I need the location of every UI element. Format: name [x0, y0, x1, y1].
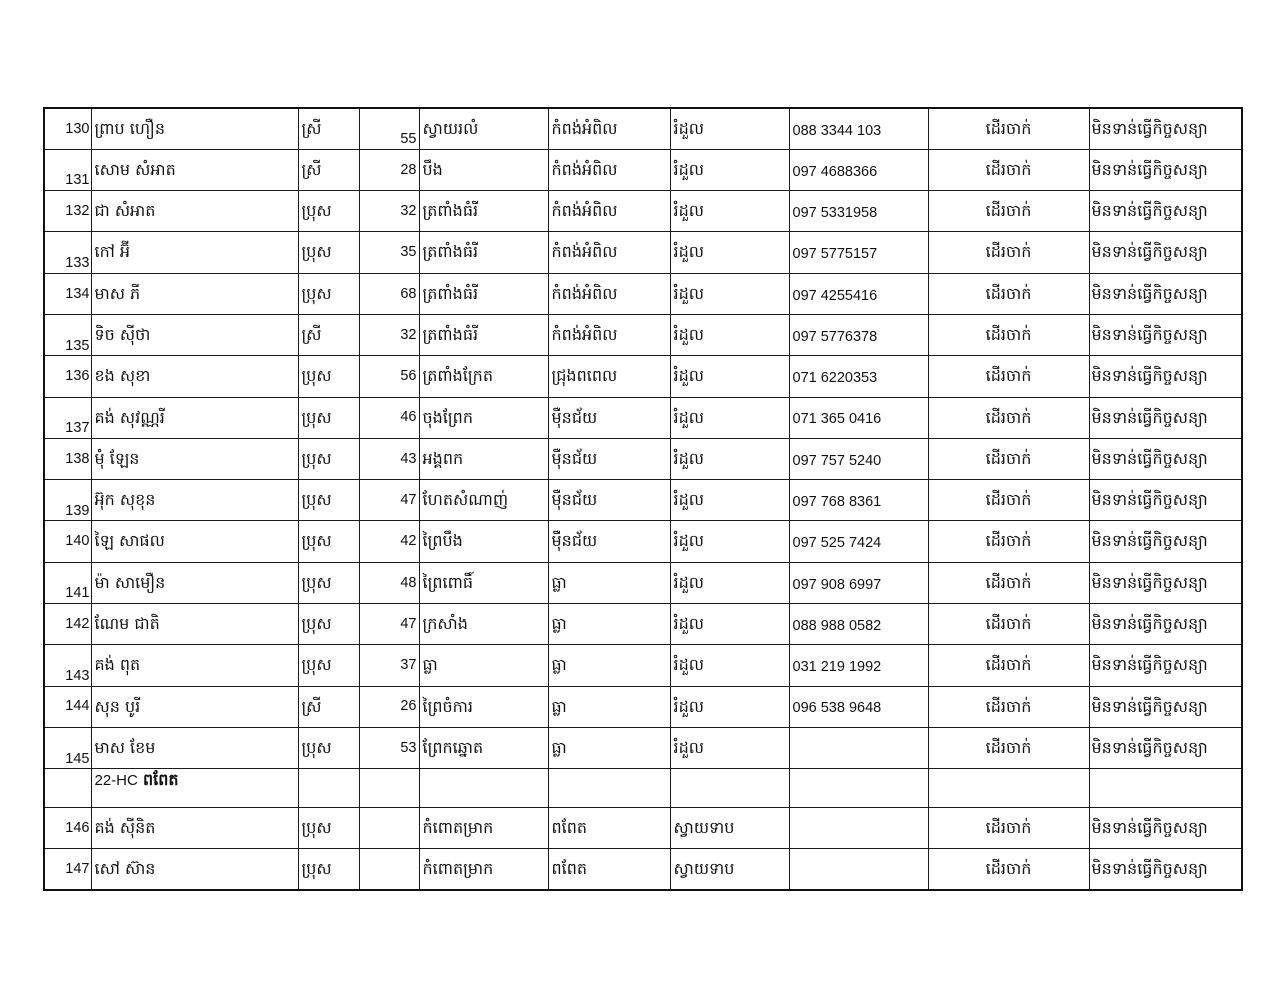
- cell-name: សោម សំអាត: [91, 149, 298, 190]
- cell-contract-status: [1089, 769, 1242, 808]
- cell-number: 133: [44, 232, 91, 273]
- cell-contract-status: មិនទាន់ធ្វើកិច្ចសន្យា: [1089, 604, 1242, 645]
- cell-name: ព្រាប ហឿន: [91, 108, 298, 149]
- cell-contract-status: មិនទាន់ធ្វើកិច្ចសន្យា: [1089, 314, 1242, 355]
- cell-age: 55: [359, 108, 419, 149]
- cell-status: ដើរចាក់: [928, 849, 1089, 890]
- cell-sex: ប្រុស: [298, 645, 359, 686]
- table-row: [44, 480, 1242, 521]
- cell-age: 42: [359, 521, 419, 562]
- cell-contract-status: មិនទាន់ធ្វើកិច្ចសន្យា: [1089, 438, 1242, 479]
- cell-age: 46: [359, 397, 419, 438]
- cell-sex: ប្រុស: [298, 232, 359, 273]
- cell-age: 48: [359, 562, 419, 603]
- cell-village: កំពោតម្រាក: [419, 849, 548, 890]
- cell-number: 132: [44, 191, 91, 232]
- cell-sex: ប្រុស: [298, 604, 359, 645]
- table-row: [44, 727, 1242, 768]
- cell-phone: 097 757 5240: [789, 438, 928, 479]
- cell-village: បឹង: [419, 149, 548, 190]
- cell-district: រំដួល: [670, 232, 789, 273]
- table-row: [44, 108, 1242, 149]
- cell-phone: 097 4255416: [789, 273, 928, 314]
- table-row: [44, 645, 1242, 686]
- cell-district: រំដួល: [670, 273, 789, 314]
- cell-commune: ម៉ឺនជ័យ: [548, 480, 670, 521]
- cell-status: ដើរចាក់: [928, 397, 1089, 438]
- cell-district: រំដួល: [670, 727, 789, 768]
- cell-status: ដើរចាក់: [928, 562, 1089, 603]
- cell-commune: ធ្លា: [548, 686, 670, 727]
- cell-age: 35: [359, 232, 419, 273]
- cell-commune: ធ្លា: [548, 727, 670, 768]
- cell-commune: ជ្រុងពពេល: [548, 356, 670, 397]
- cell-sex: ស្រី: [298, 314, 359, 355]
- table-row: [44, 604, 1242, 645]
- cell-age: 32: [359, 191, 419, 232]
- table-row: [44, 356, 1242, 397]
- cell-commune: ម៉ឺនជ័យ: [548, 397, 670, 438]
- cell-sex: ប្រុស: [298, 438, 359, 479]
- cell-village: កំពោតម្រាក: [419, 807, 548, 848]
- cell-number: 147: [44, 849, 91, 890]
- cell-status: ដើរចាក់: [928, 232, 1089, 273]
- cell-contract-status: មិនទាន់ធ្វើកិច្ចសន្យា: [1089, 273, 1242, 314]
- cell-phone: 097 768 8361: [789, 480, 928, 521]
- section-code: 22-HC: [94, 772, 138, 790]
- table-row: [44, 397, 1242, 438]
- cell-contract-status: មិនទាន់ធ្វើកិច្ចសន្យា: [1089, 645, 1242, 686]
- cell-number: 138: [44, 438, 91, 479]
- cell-status: ដើរចាក់: [928, 314, 1089, 355]
- cell-name: ទិច ស៊ីថា: [91, 314, 298, 355]
- cell-name: សុន បូរី: [91, 686, 298, 727]
- cell-name: [91, 769, 298, 808]
- cell-phone: 097 5775157: [789, 232, 928, 273]
- table-row: [44, 849, 1242, 890]
- cell-district: ស្វាយទាប: [670, 849, 789, 890]
- cell-village: ត្រពាំងធំរី: [419, 273, 548, 314]
- cell-district: រំដួល: [670, 480, 789, 521]
- cell-village: ធ្លា: [419, 645, 548, 686]
- cell-sex: ប្រុស: [298, 521, 359, 562]
- cell-number: 137: [44, 397, 91, 438]
- cell-village: ចុងព្រែក: [419, 397, 548, 438]
- cell-sex: ប្រុស: [298, 191, 359, 232]
- table-row: [44, 562, 1242, 603]
- cell-age: [359, 849, 419, 890]
- cell-number: 135: [44, 314, 91, 355]
- cell-village: ត្រពាំងធំរី: [419, 191, 548, 232]
- cell-commune: ពពែត: [548, 849, 670, 890]
- section-header-row: [44, 769, 1242, 808]
- cell-age: 53: [359, 727, 419, 768]
- table-row: [44, 273, 1242, 314]
- cell-number: 142: [44, 604, 91, 645]
- cell-number: 145: [44, 727, 91, 768]
- cell-number: 130: [44, 108, 91, 149]
- cell-status: ដើរចាក់: [928, 480, 1089, 521]
- cell-sex: ស្រី: [298, 686, 359, 727]
- cell-district: រំដួល: [670, 645, 789, 686]
- cell-contract-status: មិនទាន់ធ្វើកិច្ចសន្យា: [1089, 232, 1242, 273]
- cell-commune: កំពង់អំពិល: [548, 314, 670, 355]
- cell-phone: [789, 727, 928, 768]
- table-row: [44, 191, 1242, 232]
- cell-number: 144: [44, 686, 91, 727]
- cell-name: សៅ ស៊ាន: [91, 849, 298, 890]
- table-row: [44, 521, 1242, 562]
- cell-phone: 031 219 1992: [789, 645, 928, 686]
- cell-phone: [789, 807, 928, 848]
- cell-contract-status: មិនទាន់ធ្វើកិច្ចសន្យា: [1089, 686, 1242, 727]
- cell-contract-status: មិនទាន់ធ្វើកិច្ចសន្យា: [1089, 149, 1242, 190]
- cell-phone: 097 525 7424: [789, 521, 928, 562]
- cell-sex: ប្រុស: [298, 562, 359, 603]
- cell-age: 47: [359, 480, 419, 521]
- cell-village: ព្រៃចំការ: [419, 686, 548, 727]
- cell-contract-status: មិនទាន់ធ្វើកិច្ចសន្យា: [1089, 521, 1242, 562]
- cell-phone: 071 6220353: [789, 356, 928, 397]
- cell-phone: 097 908 6997: [789, 562, 928, 603]
- cell-number: 134: [44, 273, 91, 314]
- cell-commune: ពពែត: [548, 807, 670, 848]
- cell-village: ព្រៃពោធិ៍: [419, 562, 548, 603]
- cell-age: 56: [359, 356, 419, 397]
- cell-district: រំដួល: [670, 149, 789, 190]
- cell-age: [359, 769, 419, 808]
- cell-status: ដើរចាក់: [928, 807, 1089, 848]
- cell-contract-status: មិនទាន់ធ្វើកិច្ចសន្យា: [1089, 108, 1242, 149]
- cell-age: 26: [359, 686, 419, 727]
- cell-contract-status: មិនទាន់ធ្វើកិច្ចសន្យា: [1089, 191, 1242, 232]
- cell-name: ណែម ជាតិ: [91, 604, 298, 645]
- cell-phone: 096 538 9648: [789, 686, 928, 727]
- cell-status: ដើរចាក់: [928, 108, 1089, 149]
- cell-status: ដើរចាក់: [928, 645, 1089, 686]
- cell-number: 143: [44, 645, 91, 686]
- cell-village: ក្រសាំង: [419, 604, 548, 645]
- cell-age: 43: [359, 438, 419, 479]
- cell-status: ដើរចាក់: [928, 686, 1089, 727]
- cell-status: ដើរចាក់: [928, 438, 1089, 479]
- cell-number: 146: [44, 807, 91, 848]
- cell-district: [670, 769, 789, 808]
- cell-phone: [789, 769, 928, 808]
- cell-age: [359, 807, 419, 848]
- cell-district: រំដួល: [670, 686, 789, 727]
- cell-status: ដើរចាក់: [928, 149, 1089, 190]
- cell-status: ដើរចាក់: [928, 273, 1089, 314]
- cell-name: ឡៃ សាផល: [91, 521, 298, 562]
- cell-number: 139: [44, 480, 91, 521]
- cell-contract-status: មិនទាន់ធ្វើកិច្ចសន្យា: [1089, 807, 1242, 848]
- cell-number: 140: [44, 521, 91, 562]
- cell-sex: ប្រុស: [298, 849, 359, 890]
- cell-phone: 097 5331958: [789, 191, 928, 232]
- cell-phone: [789, 849, 928, 890]
- cell-contract-status: មិនទាន់ធ្វើកិច្ចសន្យា: [1089, 480, 1242, 521]
- cell-contract-status: មិនទាន់ធ្វើកិច្ចសន្យា: [1089, 562, 1242, 603]
- cell-age: 47: [359, 604, 419, 645]
- cell-contract-status: មិនទាន់ធ្វើកិច្ចសន្យា: [1089, 849, 1242, 890]
- cell-commune: ម៉ឺនជ័យ: [548, 521, 670, 562]
- cell-district: រំដួល: [670, 397, 789, 438]
- cell-phone: 097 5776378: [789, 314, 928, 355]
- cell-contract-status: មិនទាន់ធ្វើកិច្ចសន្យា: [1089, 397, 1242, 438]
- cell-village: ស្វាយរលំ: [419, 108, 548, 149]
- cell-status: ដើរចាក់: [928, 521, 1089, 562]
- cell-village: ហែតសំណាញ់: [419, 480, 548, 521]
- table-row: [44, 807, 1242, 848]
- cell-district: ស្វាយទាប: [670, 807, 789, 848]
- cell-commune: កំពង់អំពិល: [548, 191, 670, 232]
- cell-age: 37: [359, 645, 419, 686]
- cell-name: មាស ភី: [91, 273, 298, 314]
- cell-name: អ៊ុក សុខុន: [91, 480, 298, 521]
- cell-commune: កំពង់អំពិល: [548, 232, 670, 273]
- cell-village: ព្រែកឆ្នោត: [419, 727, 548, 768]
- cell-commune: ធ្លា: [548, 604, 670, 645]
- cell-sex: ប្រុស: [298, 356, 359, 397]
- cell-name: មាស ខែម: [91, 727, 298, 768]
- cell-village: អង្គពក: [419, 438, 548, 479]
- section-name: ពពែត: [142, 770, 179, 790]
- cell-age: 68: [359, 273, 419, 314]
- cell-commune: ធ្លា: [548, 645, 670, 686]
- cell-commune: ធ្លា: [548, 562, 670, 603]
- cell-contract-status: មិនទាន់ធ្វើកិច្ចសន្យា: [1089, 356, 1242, 397]
- cell-commune: កំពង់អំពិល: [548, 149, 670, 190]
- cell-district: រំដួល: [670, 356, 789, 397]
- participant-table: [43, 107, 1243, 891]
- cell-village: ត្រពាំងធំរី: [419, 232, 548, 273]
- cell-district: រំដួល: [670, 521, 789, 562]
- cell-status: [928, 769, 1089, 808]
- cell-phone: 071 365 0416: [789, 397, 928, 438]
- cell-name: គង់ សុវណ្ណរី: [91, 397, 298, 438]
- cell-name: មុំ ឡែន: [91, 438, 298, 479]
- cell-sex: [298, 769, 359, 808]
- cell-contract-status: មិនទាន់ធ្វើកិច្ចសន្យា: [1089, 727, 1242, 768]
- cell-status: ដើរចាក់: [928, 191, 1089, 232]
- cell-phone: 088 3344 103: [789, 108, 928, 149]
- cell-number: [44, 769, 91, 808]
- table-row: [44, 314, 1242, 355]
- table-body: [44, 108, 1242, 890]
- cell-sex: ប្រុស: [298, 727, 359, 768]
- cell-status: ដើរចាក់: [928, 356, 1089, 397]
- cell-district: រំដួល: [670, 604, 789, 645]
- cell-sex: ស្រី: [298, 149, 359, 190]
- cell-name: កៅ អ៊ី: [91, 232, 298, 273]
- cell-sex: ប្រុស: [298, 807, 359, 848]
- cell-status: ដើរចាក់: [928, 727, 1089, 768]
- cell-status: ដើរចាក់: [928, 604, 1089, 645]
- cell-district: រំដួល: [670, 191, 789, 232]
- cell-commune: [548, 769, 670, 808]
- cell-phone: 097 4688366: [789, 149, 928, 190]
- cell-district: រំដួល: [670, 562, 789, 603]
- cell-village: ព្រៃបឹង: [419, 521, 548, 562]
- cell-name: ខង សុខា: [91, 356, 298, 397]
- cell-commune: កំពង់អំពិល: [548, 108, 670, 149]
- cell-village: ត្រពាំងក្រែត: [419, 356, 548, 397]
- cell-number: 136: [44, 356, 91, 397]
- cell-district: រំដួល: [670, 438, 789, 479]
- table-row: [44, 149, 1242, 190]
- cell-number: 141: [44, 562, 91, 603]
- cell-sex: ប្រុស: [298, 397, 359, 438]
- cell-name: គង់ ពុត: [91, 645, 298, 686]
- cell-village: ត្រពាំងធំរី: [419, 314, 548, 355]
- cell-sex: ប្រុស: [298, 480, 359, 521]
- cell-sex: ប្រុស: [298, 273, 359, 314]
- cell-district: រំដួល: [670, 314, 789, 355]
- cell-village: [419, 769, 548, 808]
- cell-name: គង់ ស៊ីនិត: [91, 807, 298, 848]
- cell-age: 32: [359, 314, 419, 355]
- table-row: [44, 686, 1242, 727]
- table-row: [44, 438, 1242, 479]
- cell-name: ម៉ា សាមឿន: [91, 562, 298, 603]
- cell-phone: 088 988 0582: [789, 604, 928, 645]
- cell-name: ជា សំអាត: [91, 191, 298, 232]
- cell-commune: កំពង់អំពិល: [548, 273, 670, 314]
- cell-commune: ម៉ឺនជ័យ: [548, 438, 670, 479]
- cell-number: 131: [44, 149, 91, 190]
- cell-age: 28: [359, 149, 419, 190]
- cell-sex: ស្រី: [298, 108, 359, 149]
- table-row: [44, 232, 1242, 273]
- cell-district: រំដួល: [670, 108, 789, 149]
